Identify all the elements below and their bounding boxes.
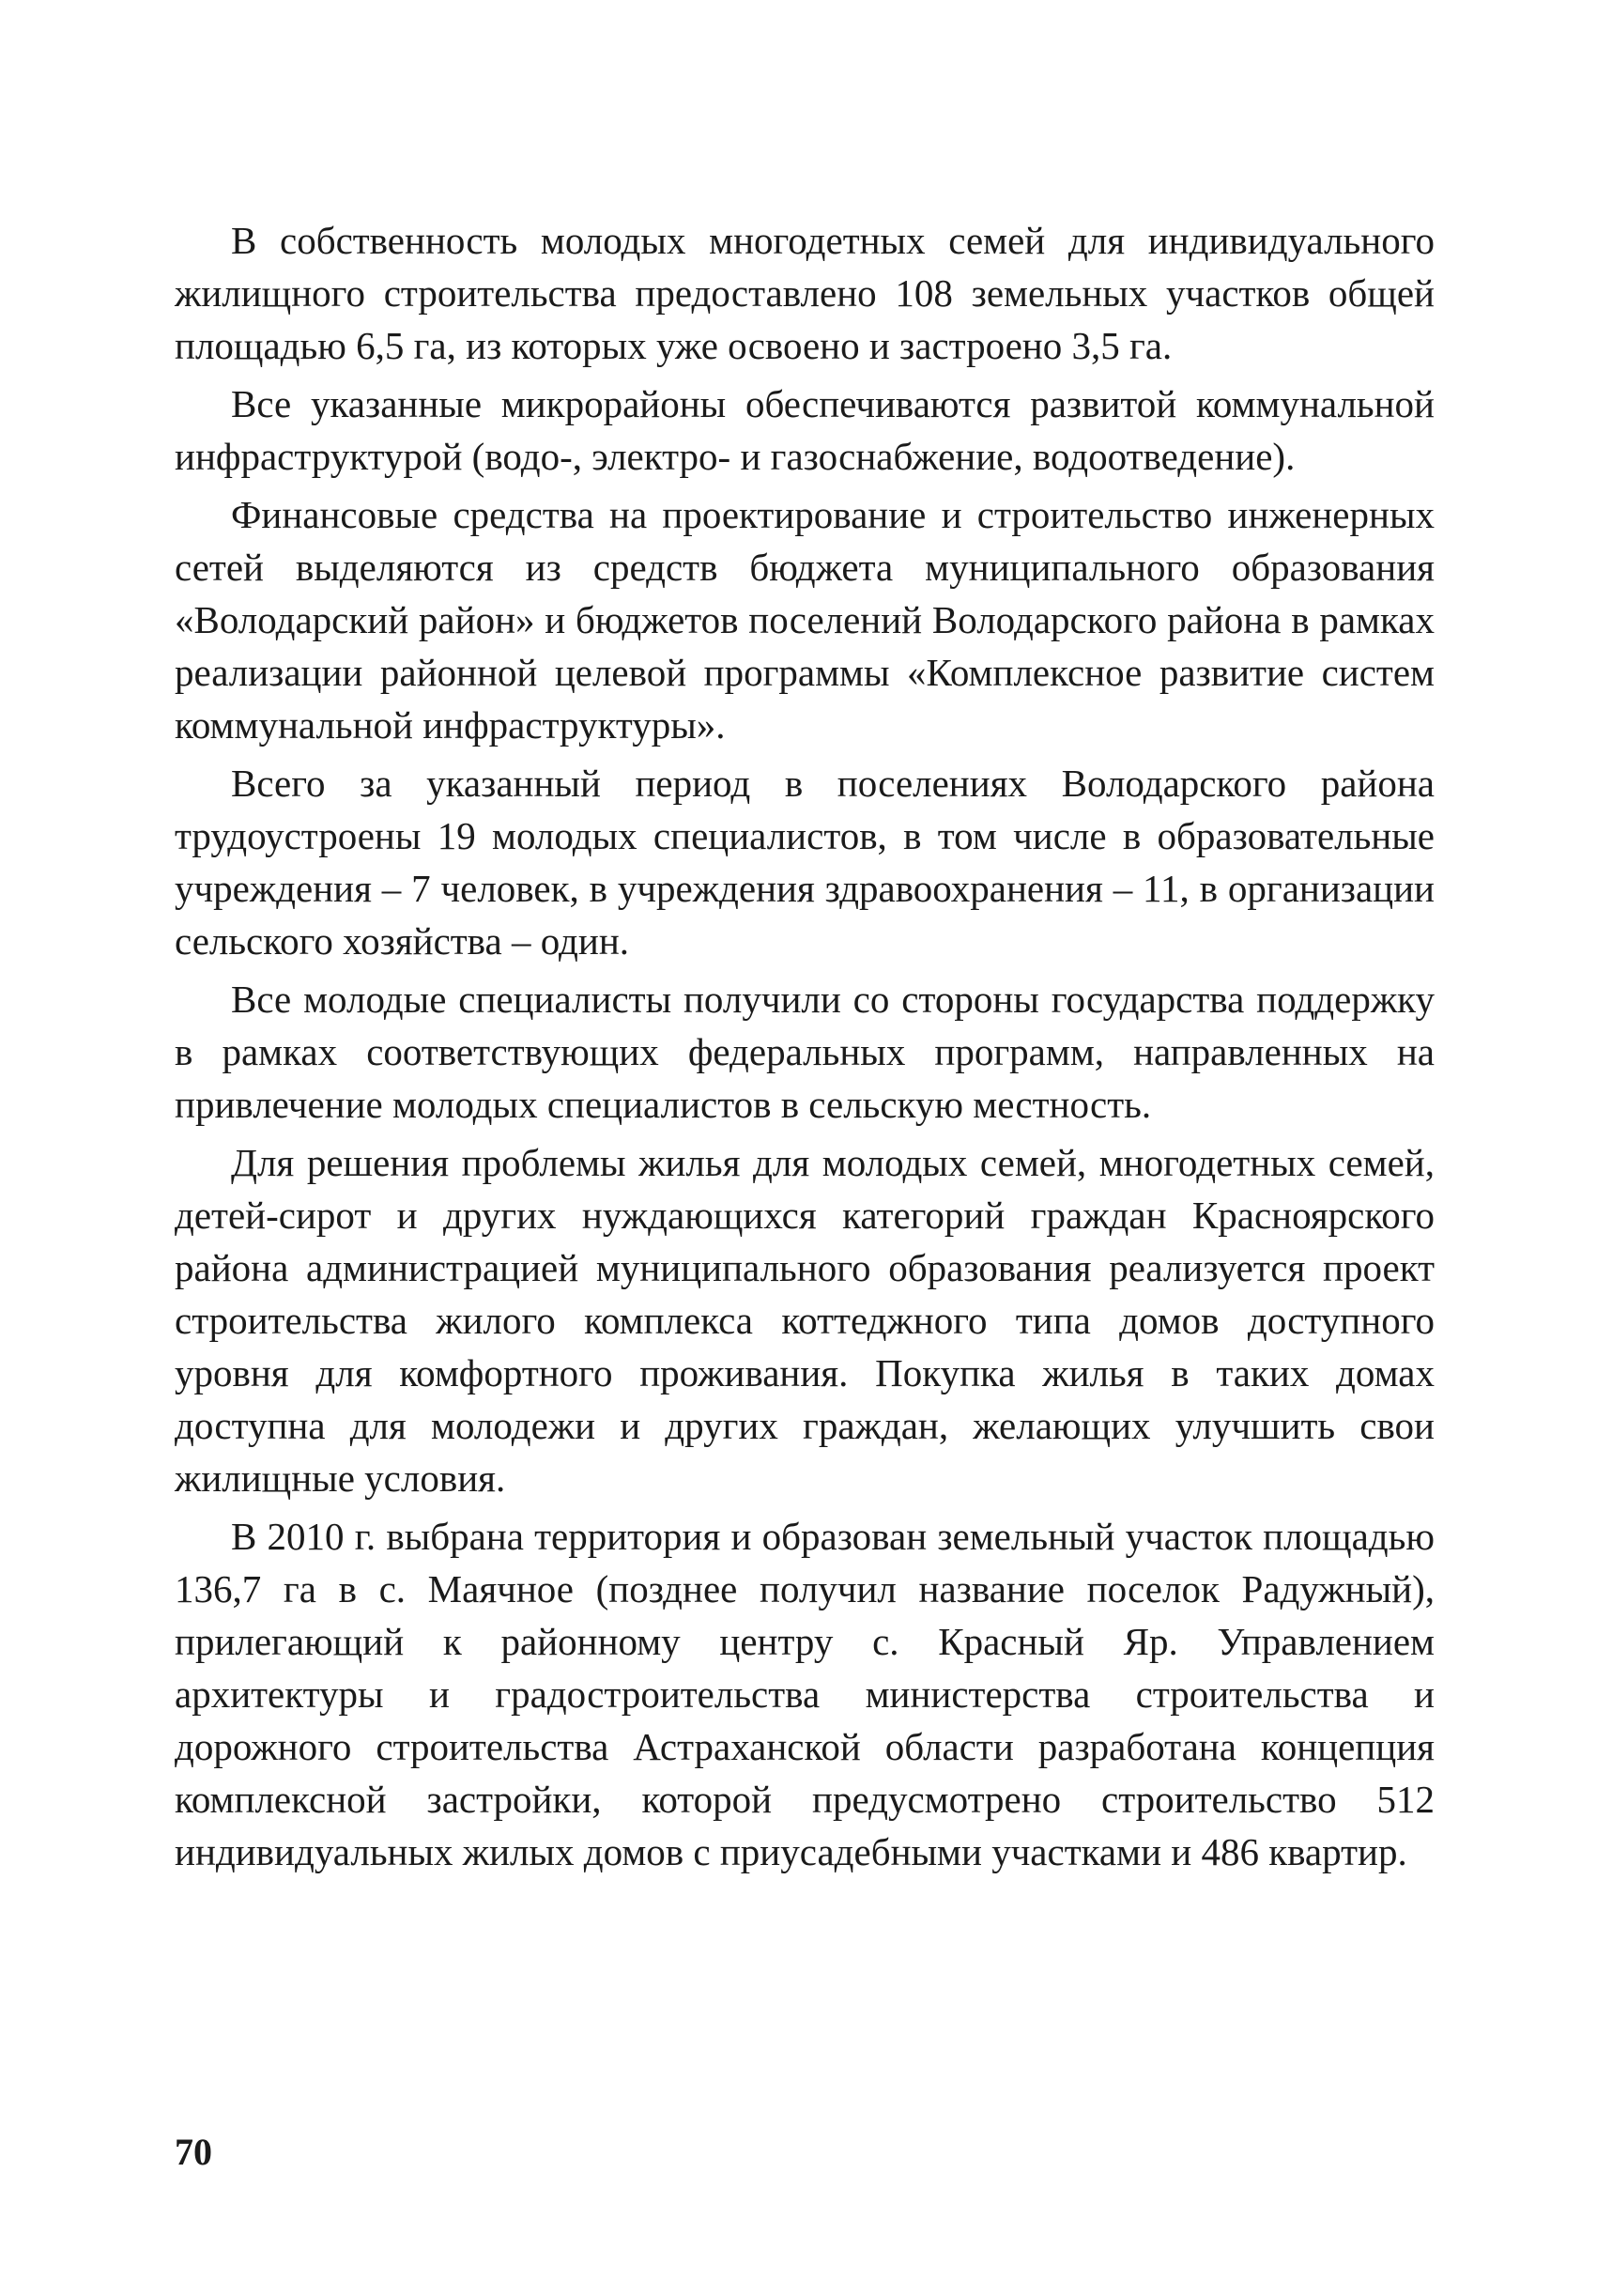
paragraph-4: Всего за указанный период в поселениях Володарского района трудоустроены 19 молодых специалистов, в том числе в образовательные учреждения – 7 человек, в учреждения здравоохранения – 11, в организации сельского хозяйства – один. (175, 762, 1435, 963)
body-text (175, 214, 1435, 1884)
paragraph-2: Все указанные микрорайоны обеспечиваются развитой коммунальной инфраструктурой (водо-, электро- и газоснабжение, водоотведение). (175, 382, 1435, 478)
paragraph-7: В 2010 г. выбрана территория и образован земельный участок площадью 136,7 га в с. Маячное (позднее получил название поселок Радужный), прилегающий к районному центру с. Красный Яр. Управлением архитектуры и градостроительства министерства строительства и дорожного строительства Астраханской области разработана концепция комплексной застройки, которой предусмотрено строительство 512 индивидуальных жилых домов с приусадебными участками и 486 квартир. (175, 1515, 1435, 1873)
paragraph-1: В собственность молодых многодетных семей для индивидуального жилищного строительства предоставлено 108 земельных участков общей площадью 6,5 га, из которых уже освоено и застроено 3,5 га. (175, 219, 1435, 367)
page-number: 70 (175, 2131, 212, 2173)
paragraph-3: Финансовые средства на проектирование и строительство инженерных сетей выделяются из средств бюджета муниципального образования «Володарский район» и бюджетов поселений Володарского района в рамках реализации районной целевой программы «Комплексное развитие систем коммунальной инфраструктуры». (175, 493, 1435, 747)
paragraph-5: Все молодые специалисты получили со стороны государства поддержку в рамках соответствующих федеральных программ, направленных на привлечение молодых специалистов в сельскую местность. (175, 978, 1435, 1126)
paragraph-6: Для решения проблемы жилья для молодых семей, многодетных семей, детей-сирот и других нуждающихся категорий граждан Красноярского района администрацией муниципального образования реализуется проект строительства жилого комплекса коттеджного типа домов доступного уровня для комфортного проживания. Покупка жилья в таких домах доступна для молодежи и других граждан, желающих улучшить свои жилищные условия. (175, 1141, 1435, 1500)
